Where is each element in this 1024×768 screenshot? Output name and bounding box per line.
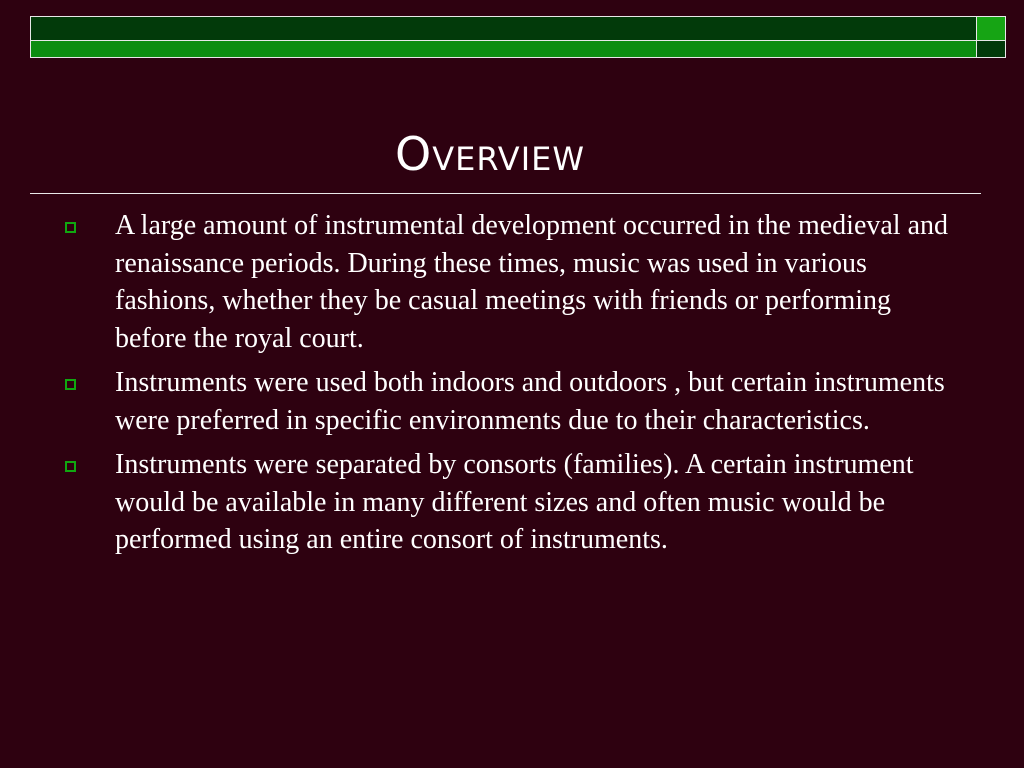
bullet-text: Instruments were used both indoors and outdoors , but certain instruments were preferred in specific environments due to their characteristics. [115, 367, 945, 436]
bullet-item [62, 446, 962, 559]
title-divider [30, 193, 981, 194]
band-light-stripe [30, 40, 977, 58]
bullet-text: Instruments were separated by consorts (families). A certain instrument would be available in many different sizes and often music would be performed using an entire consort of instruments. [115, 449, 914, 555]
hollow-square-bullet-icon [65, 461, 76, 472]
bullet-list [62, 207, 962, 566]
header-decoration-band [30, 16, 1006, 58]
hollow-square-bullet-icon [65, 222, 76, 233]
slide-title-text: Overview [395, 127, 585, 181]
band-dark-stripe [30, 16, 977, 41]
band-corner-square-top [976, 16, 1006, 41]
hollow-square-bullet-icon [65, 379, 76, 390]
bullet-text: A large amount of instrumental development occurred in the medieval and renaissance periods. During these times, music was used in various fashions, whether they be casual meetings with friends or performing before the royal court. [115, 210, 948, 354]
bullet-item [62, 207, 962, 357]
band-corner-square-bottom [976, 40, 1006, 58]
slide-title [0, 126, 980, 182]
bullet-item [62, 364, 962, 439]
